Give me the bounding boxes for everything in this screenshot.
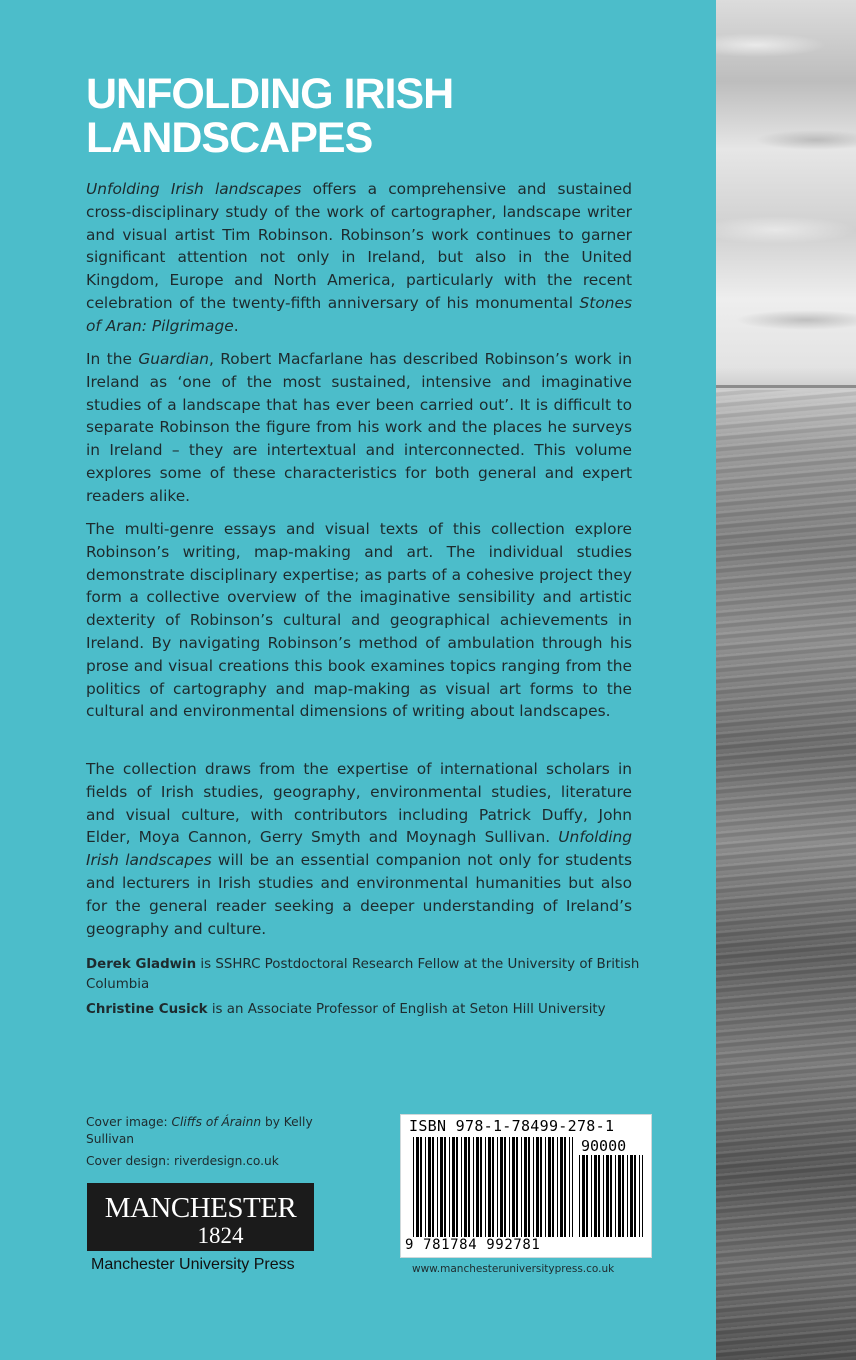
description-paragraph-2 (86, 348, 632, 508)
description-paragraph-1 (86, 178, 632, 338)
sea-ripples (716, 390, 856, 1360)
paragraph-2-lead: In the (86, 350, 139, 368)
editor-name-1: Derek Gladwin (86, 957, 197, 972)
cover-image-credit (86, 1114, 326, 1148)
sky-clouds (716, 0, 856, 380)
title-line-2: LANDSCAPES (86, 114, 373, 162)
stones-of-aran-italic: Stones of Aran: Pilgrimage (86, 293, 632, 335)
paragraph-2-text: , Robert Macfarlane has described Robinson’s work in Ireland as ‘one of the most sustained, intensive and imaginative studies of a landscape that has ever been carried out’. It is difficult to separate Robinson the figure from his work and the places he surveys in Ireland – they are intertextual and interconnected. This volume explores some of these characteristics for both general and expert readers alike. (86, 350, 632, 505)
guardian-italic: Guardian (138, 350, 209, 368)
paragraph-1-text: offers a comprehensive and sustained cross-disciplinary study of the work of cartographer, landscape writer and visual artist Tim Robinson. Robinson’s work continues to garner significant attention not only in Ireland, but also in the United Kingdom, Europe and North America, particularly with the recent celebration of the twenty-fifth anniversary of his monumental (86, 180, 632, 312)
logo-text-manchester: MANCHESTER (104, 1192, 297, 1224)
barcode-bars-addon (579, 1155, 643, 1237)
book-title (86, 72, 646, 160)
publisher-url: www.manchesteruniversitypress.co.uk (412, 1263, 615, 1275)
editor-bio-text-2: is an Associate Professor of English at Seton Hill University (207, 1002, 606, 1017)
manchester-logo (87, 1183, 314, 1251)
description-paragraph-3 (86, 518, 632, 723)
paragraph-3-text: The multi-genre essays and visual texts of this collection explore Robinson’s writing, map-making and art. The individual studies demonstrate disciplinary expertise; as parts of a cohesive project they form a collective overview of the imaginative sensibility and artistic dexterity of Robinson’s cultural and geographical achievements in Ireland. By navigating Robinson’s method of ambulation through his prose and visual creations this book examines topics ranging from the politics of cartography and map-making as visual art forms to the cultural and environmental dimensions of writing about landscapes. (86, 520, 632, 721)
cover-design-credit: Cover design: riverdesign.co.uk (86, 1154, 279, 1168)
isbn-barcode (400, 1114, 652, 1258)
barcode-bars-main (413, 1137, 573, 1237)
publisher-name: Manchester University Press (91, 1256, 295, 1273)
editor-bio-2 (86, 1000, 646, 1020)
book-title-italic-2: Unfolding Irish landscapes (86, 828, 632, 870)
isbn-label: ISBN 978-1-78499-278-1 (409, 1117, 615, 1135)
paragraph-4-end: will be an essential companion not only for students and lecturers in Irish studies and environmental humanities but also for the general reader seeking a deeper understanding of Ireland’s geography and culture. (86, 851, 632, 938)
cover-image-label: Cover image: (86, 1115, 172, 1129)
title-line-1: UNFOLDING IRISH (86, 70, 454, 118)
editor-name-2: Christine Cusick (86, 1002, 208, 1017)
cover-photo-strip (716, 0, 856, 1360)
price-code: 90000 (581, 1137, 627, 1155)
editor-bio-text-1: is SSHRC Postdoctoral Research Fellow at the University of British Columbia (86, 957, 640, 992)
barcode-number: 9 781784 992781 (405, 1237, 541, 1253)
description-paragraph-4 (86, 758, 632, 940)
book-title-italic: Unfolding Irish landscapes (86, 180, 302, 198)
logo-text-year: 1824 (197, 1223, 244, 1248)
cover-image-title: Cliffs of Árainn (171, 1115, 262, 1129)
cover-credits (86, 1114, 326, 1170)
cover-image-by: by Kelly Sullivan (86, 1115, 313, 1146)
horizon-line (716, 385, 856, 388)
editor-bio-1 (86, 955, 646, 994)
paragraph-1-end: . (233, 316, 239, 335)
paragraph-4-text: The collection draws from the expertise of international scholars in fields of Irish studies, geography, environmental studies, literature and visual culture, with contributors including Patrick Duffy, John Elder, Moya Cannon, Gerry Smyth and Moynagh Sullivan. (86, 760, 632, 847)
